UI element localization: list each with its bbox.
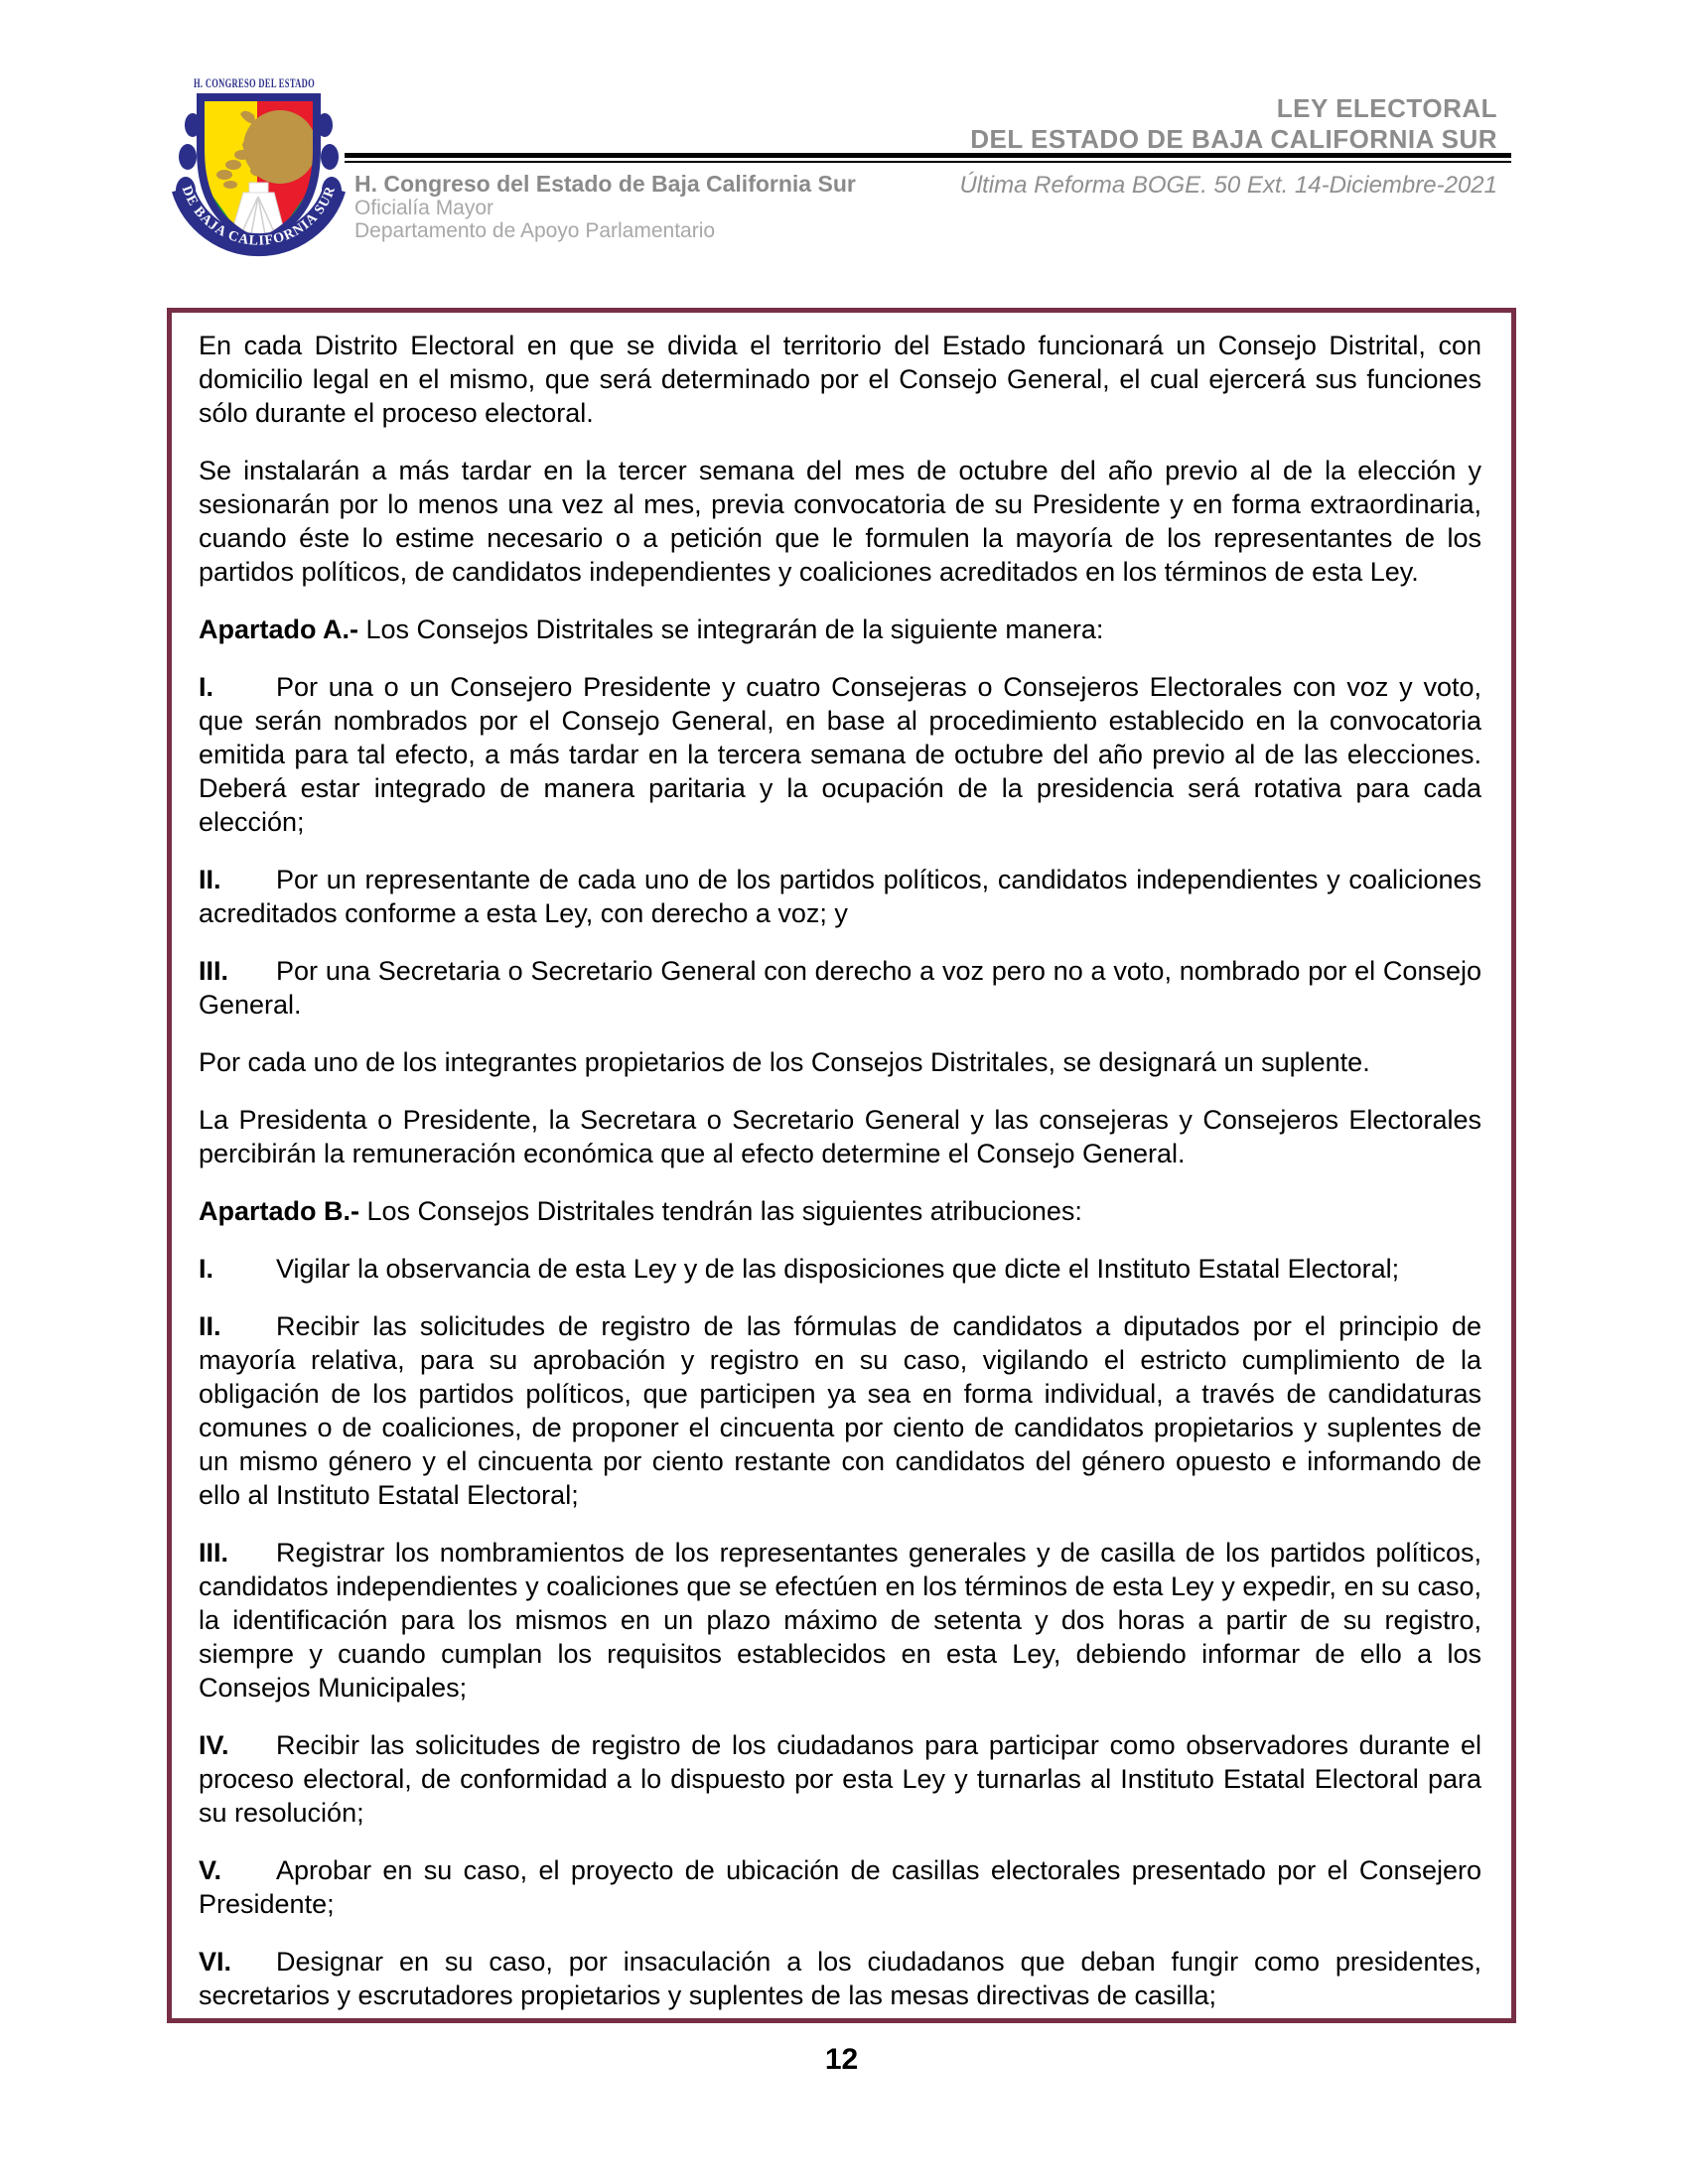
department-name: Departamento de Apoyo Parlamentario bbox=[354, 219, 716, 242]
paragraph-text: La Presidenta o Presidente, la Secretara o Secretario General y las consejeras y Consejeros Electorales percibirán la remuneración económica que al efecto determine el Consejo General. bbox=[199, 1105, 1481, 1168]
paragraph-item-V bbox=[199, 1853, 1481, 1921]
paragraph-apartado-b bbox=[199, 1194, 1481, 1228]
paragraph-text: Se instalarán a más tardar en la tercer semana del mes de octubre del año previo al de la elección y sesionarán por lo menos una vez al mes, previa convocatoria de su Presidente y en forma extraordinaria, cuando éste lo estime necesario o a petición que le formulen la mayoría de los representantes de los partidos políticos, de candidatos independientes y coaliciones acreditados en los términos de esta Ley. bbox=[199, 456, 1481, 587]
shield-ornament bbox=[317, 113, 333, 137]
paragraph-text: Recibir las solicitudes de registro de los ciudadanos para participar como observadores durante el proceso electoral, de conformidad a lo dispuesto por esta Ley y turnarlas al Instituto Estatal Electoral para su resolución; bbox=[199, 1730, 1481, 1828]
logo-banner-text: DE BAJA CALIFORNIA SUR bbox=[178, 184, 340, 249]
paragraph-text: Los Consejos Distritales tendrán las siguientes atribuciones: bbox=[366, 1196, 1082, 1226]
shield-ornament bbox=[321, 144, 339, 170]
shield-ornament bbox=[179, 144, 197, 170]
paragraph bbox=[199, 1045, 1481, 1079]
law-title bbox=[970, 93, 1497, 155]
header-left-block bbox=[354, 171, 856, 242]
paragraph bbox=[199, 454, 1481, 589]
item-numeral: II. bbox=[199, 1311, 221, 1341]
paragraph bbox=[199, 1103, 1481, 1170]
paragraph-text: Designar en su caso, por insaculación a los ciudadanos que deban fungir como presidentes, secretarios y escrutadores propietarios y suplentes de las mesas directivas de casilla; bbox=[199, 1947, 1481, 2010]
page-number: 12 bbox=[824, 2043, 859, 2076]
law-title-line2: DEL ESTADO DE BAJA CALIFORNIA SUR bbox=[970, 124, 1497, 154]
institution-name: H. Congreso del Estado de Baja California Sur bbox=[354, 171, 856, 197]
paragraph-item-IV bbox=[199, 1728, 1481, 1830]
reform-note: Última Reforma BOGE. 50 Ext. 14-Diciembre-2021 bbox=[959, 172, 1497, 199]
office-name: Oficialía Mayor bbox=[354, 197, 494, 219]
paragraph-item-II bbox=[199, 863, 1481, 930]
law-title-line1: LEY ELECTORAL bbox=[1276, 93, 1497, 123]
paragraph-item-III bbox=[199, 954, 1481, 1022]
paragraph-item-VI bbox=[199, 1945, 1481, 2012]
paragraph-text: Por una o un Consejero Presidente y cuatro Consejeras o Consejeros Electorales con voz y voto, que serán nombrados por el Consejo General, en base al procedimiento establecido en la convocatoria emitida para tal efecto, a más tardar en la tercera semana de octubre del año previo al de las elecciones. Deberá estar integrado de manera paritaria y la ocupación de la presidencia será rotativa para cada elección; bbox=[199, 672, 1481, 837]
paragraph-text: Por cada uno de los integrantes propietarios de los Consejos Distritales, se designará un suplente. bbox=[199, 1047, 1370, 1077]
paragraph-item-III bbox=[199, 1536, 1481, 1705]
shield-ornament bbox=[185, 113, 201, 137]
item-numeral: I. bbox=[199, 672, 214, 702]
paragraph-text: Por un representante de cada uno de los partidos políticos, candidatos independientes y coaliciones acreditados conforme a esta Ley, con derecho a voz; y bbox=[199, 865, 1481, 928]
congress-coat-of-arms-logo bbox=[171, 58, 338, 256]
item-numeral: II. bbox=[199, 865, 221, 894]
paragraph-item-II bbox=[199, 1309, 1481, 1512]
paragraph-text: Los Consejos Distritales se integrarán de la siguiente manera: bbox=[365, 614, 1104, 644]
paragraph-item-I bbox=[199, 1252, 1481, 1286]
item-numeral: IV. bbox=[199, 1730, 229, 1760]
coat-of-arms-icon bbox=[171, 58, 338, 256]
paragraph-text: En cada Distrito Electoral en que se divida el territorio del Estado funcionará un Consejo Distrital, con domicilio legal en el mismo, que será determinado por el Consejo General, el cual ejercerá sus funciones sólo durante el proceso electoral. bbox=[199, 331, 1481, 428]
paragraph-text: Por una Secretaria o Secretario General con derecho a voz pero no a voto, nombrado por el Consejo General. bbox=[199, 956, 1481, 1020]
paragraph-prefix: Apartado B.- bbox=[199, 1196, 359, 1226]
paragraph-prefix: Apartado A.- bbox=[199, 614, 358, 644]
paragraph-item-I bbox=[199, 670, 1481, 839]
item-numeral: III. bbox=[199, 956, 229, 986]
rule-thin-line bbox=[345, 161, 1511, 163]
paragraph-text: Registrar los nombramientos de los representantes generales y de casilla de los partidos políticos, candidatos independientes y coaliciones que se efectúen en los términos de esta Ley y expedir, en su caso, la identificación para los mismos en un plazo máximo de setenta y dos horas a partir de su registro, siempre y cuando cumplan los requisitos establecidos en esta Ley, debiendo informar de ello a los Consejos Municipales; bbox=[199, 1538, 1481, 1703]
item-numeral: V. bbox=[199, 1855, 222, 1885]
paragraph-text: Recibir las solicitudes de registro de las fórmulas de candidatos a diputados por el principio de mayoría relativa, para su aprobación y registro en su caso, vigilando el estricto cumplimiento de la obligación de los partidos políticos, que participen ya sea en forma individual, a través de candidaturas comunes o de coaliciones, de proponer el cincuenta por ciento de candidatos propietarios y suplentes de un mismo género y el cincuenta por ciento restante con candidatos del género opuesto e informando de ello al Instituto Estatal Electoral; bbox=[199, 1311, 1481, 1510]
paragraph-apartado-a bbox=[199, 613, 1481, 646]
content-box bbox=[167, 308, 1516, 2023]
paragraph-text: Vigilar la observancia de esta Ley y de las disposiciones que dicte el Instituto Estatal Electoral; bbox=[276, 1254, 1400, 1284]
item-numeral: I. bbox=[199, 1254, 214, 1284]
logo-top-text: H. CONGRESO DEL ESTADO bbox=[194, 75, 315, 90]
paragraph bbox=[199, 329, 1481, 430]
item-numeral: III. bbox=[199, 1538, 229, 1568]
item-numeral: VI. bbox=[199, 1947, 232, 1977]
paragraph-text: Aprobar en su caso, el proyecto de ubicación de casillas electorales presentado por el Consejero Presidente; bbox=[199, 1855, 1481, 1919]
